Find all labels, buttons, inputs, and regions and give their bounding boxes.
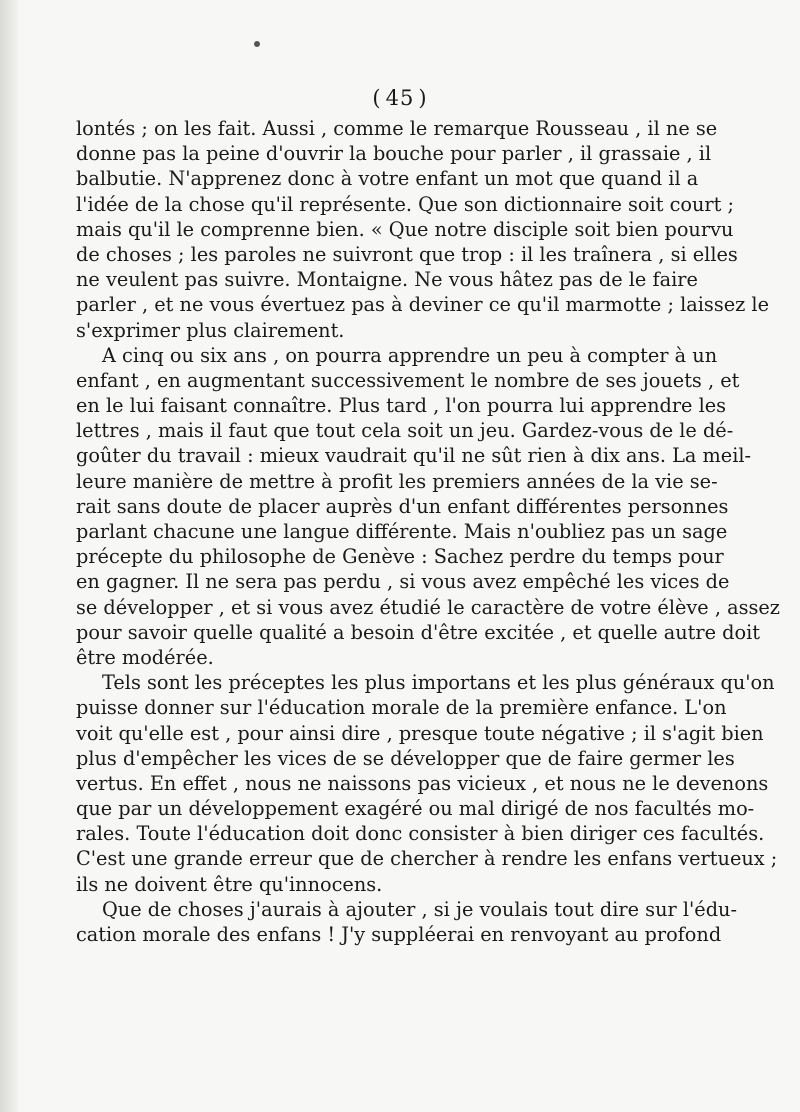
text-line: mais qu'il le comprenne bien. « Que notre disciple soit bien pourvu [76, 217, 734, 241]
text-line: balbutie. N'apprenez donc à votre enfant un mot que quand il a [76, 167, 699, 191]
text-line: être modérée. [76, 645, 214, 669]
text-line: précepte du philosophe de Genève : Sachez perdre du temps pour [76, 545, 724, 569]
text-line: s'exprimer plus clairement. [76, 318, 345, 342]
text-line: ne veulent pas suivre. Montaigne. Ne vous hâtez pas de le faire [76, 268, 698, 292]
paragraph [76, 897, 737, 947]
text-line: donne pas la peine d'ouvrir la bouche pour parler , il grassaie , il [76, 142, 712, 166]
text-line: vertus. En effet , nous ne naissons pas vicieux , et nous ne le devenons [76, 771, 769, 795]
text-line: pour savoir quelle qualité a besoin d'être excitée , et quelle autre doit [76, 620, 761, 644]
page-gutter-shadow [0, 0, 18, 1112]
page-number-value: 45 [385, 86, 415, 110]
text-line: plus d'empêcher les vices de se développer que de faire germer les [76, 746, 735, 770]
text-line: puisse donner sur l'éducation morale de la première enfance. L'on [76, 696, 727, 720]
text-line: parler , et ne vous évertuez pas à deviner ce qu'il marmotte ; laissez le [76, 293, 769, 317]
text-line: Tels sont les préceptes les plus importans et les plus généraux qu'on [102, 671, 775, 695]
text-line: l'idée de la chose qu'il représente. Que son dictionnaire soit court ; [76, 192, 734, 216]
text-line: se développer , et si vous avez étudié le caractère de votre élève , assez [76, 595, 780, 619]
paragraph [76, 116, 769, 343]
text-line: A cinq ou six ans , on pourra apprendre un peu à compter à un [102, 343, 718, 367]
text-line: lettres , mais il faut que tout cela soit un jeu. Gardez-vous de le dé- [76, 419, 734, 443]
text-line: en gagner. Il ne sera pas perdu , si vous avez empêché les vices de [76, 570, 730, 594]
text-line: parlant chacune une langue différente. Mais n'oubliez pas un sage [76, 520, 728, 543]
body-text [76, 116, 780, 947]
paragraph [76, 670, 778, 897]
text-line: voit qu'elle est , pour ainsi dire , presque toute négative ; il s'agit bien [76, 721, 764, 745]
text-line: goûter du travail : mieux vaudrait qu'il ne sût rien à dix ans. La meil- [76, 444, 752, 468]
text-line: que par un développement exagéré ou mal dirigé de nos facultés mo- [76, 797, 755, 821]
text-line: leure manière de mettre à profit les premiers années de la vie se- [76, 469, 718, 493]
paragraph [76, 343, 780, 670]
text-line: ils ne doivent être qu'innocens. [76, 872, 383, 896]
ink-speck [254, 41, 260, 47]
text-line: enfant , en augmentant successivement le nombre de ses jouets , et [76, 368, 740, 392]
text-line: de choses ; les paroles ne suivront que trop : il les traînera , si elles [76, 242, 738, 266]
page-number: ( 45 ) [372, 86, 428, 110]
text-line: C'est une grande erreur que de chercher à rendre les enfans vertueux ; [76, 847, 778, 871]
text-line: lontés ; on les fait. Aussi , comme le remarque Rousseau , il ne se [76, 117, 718, 140]
text-line: Que de choses j'aurais à ajouter , si je voulais tout dire sur l'édu- [102, 897, 737, 921]
text-line: cation morale des enfans ! J'y suppléerai en renvoyant au profond [76, 923, 722, 946]
text-line: en le lui faisant connaître. Plus tard , l'on pourra lui apprendre les [76, 394, 727, 418]
text-line: rales. Toute l'éducation doit donc consister à bien diriger ces facultés. [76, 822, 765, 846]
text-line: rait sans doute de placer auprès d'un enfant différentes personnes [76, 494, 729, 518]
